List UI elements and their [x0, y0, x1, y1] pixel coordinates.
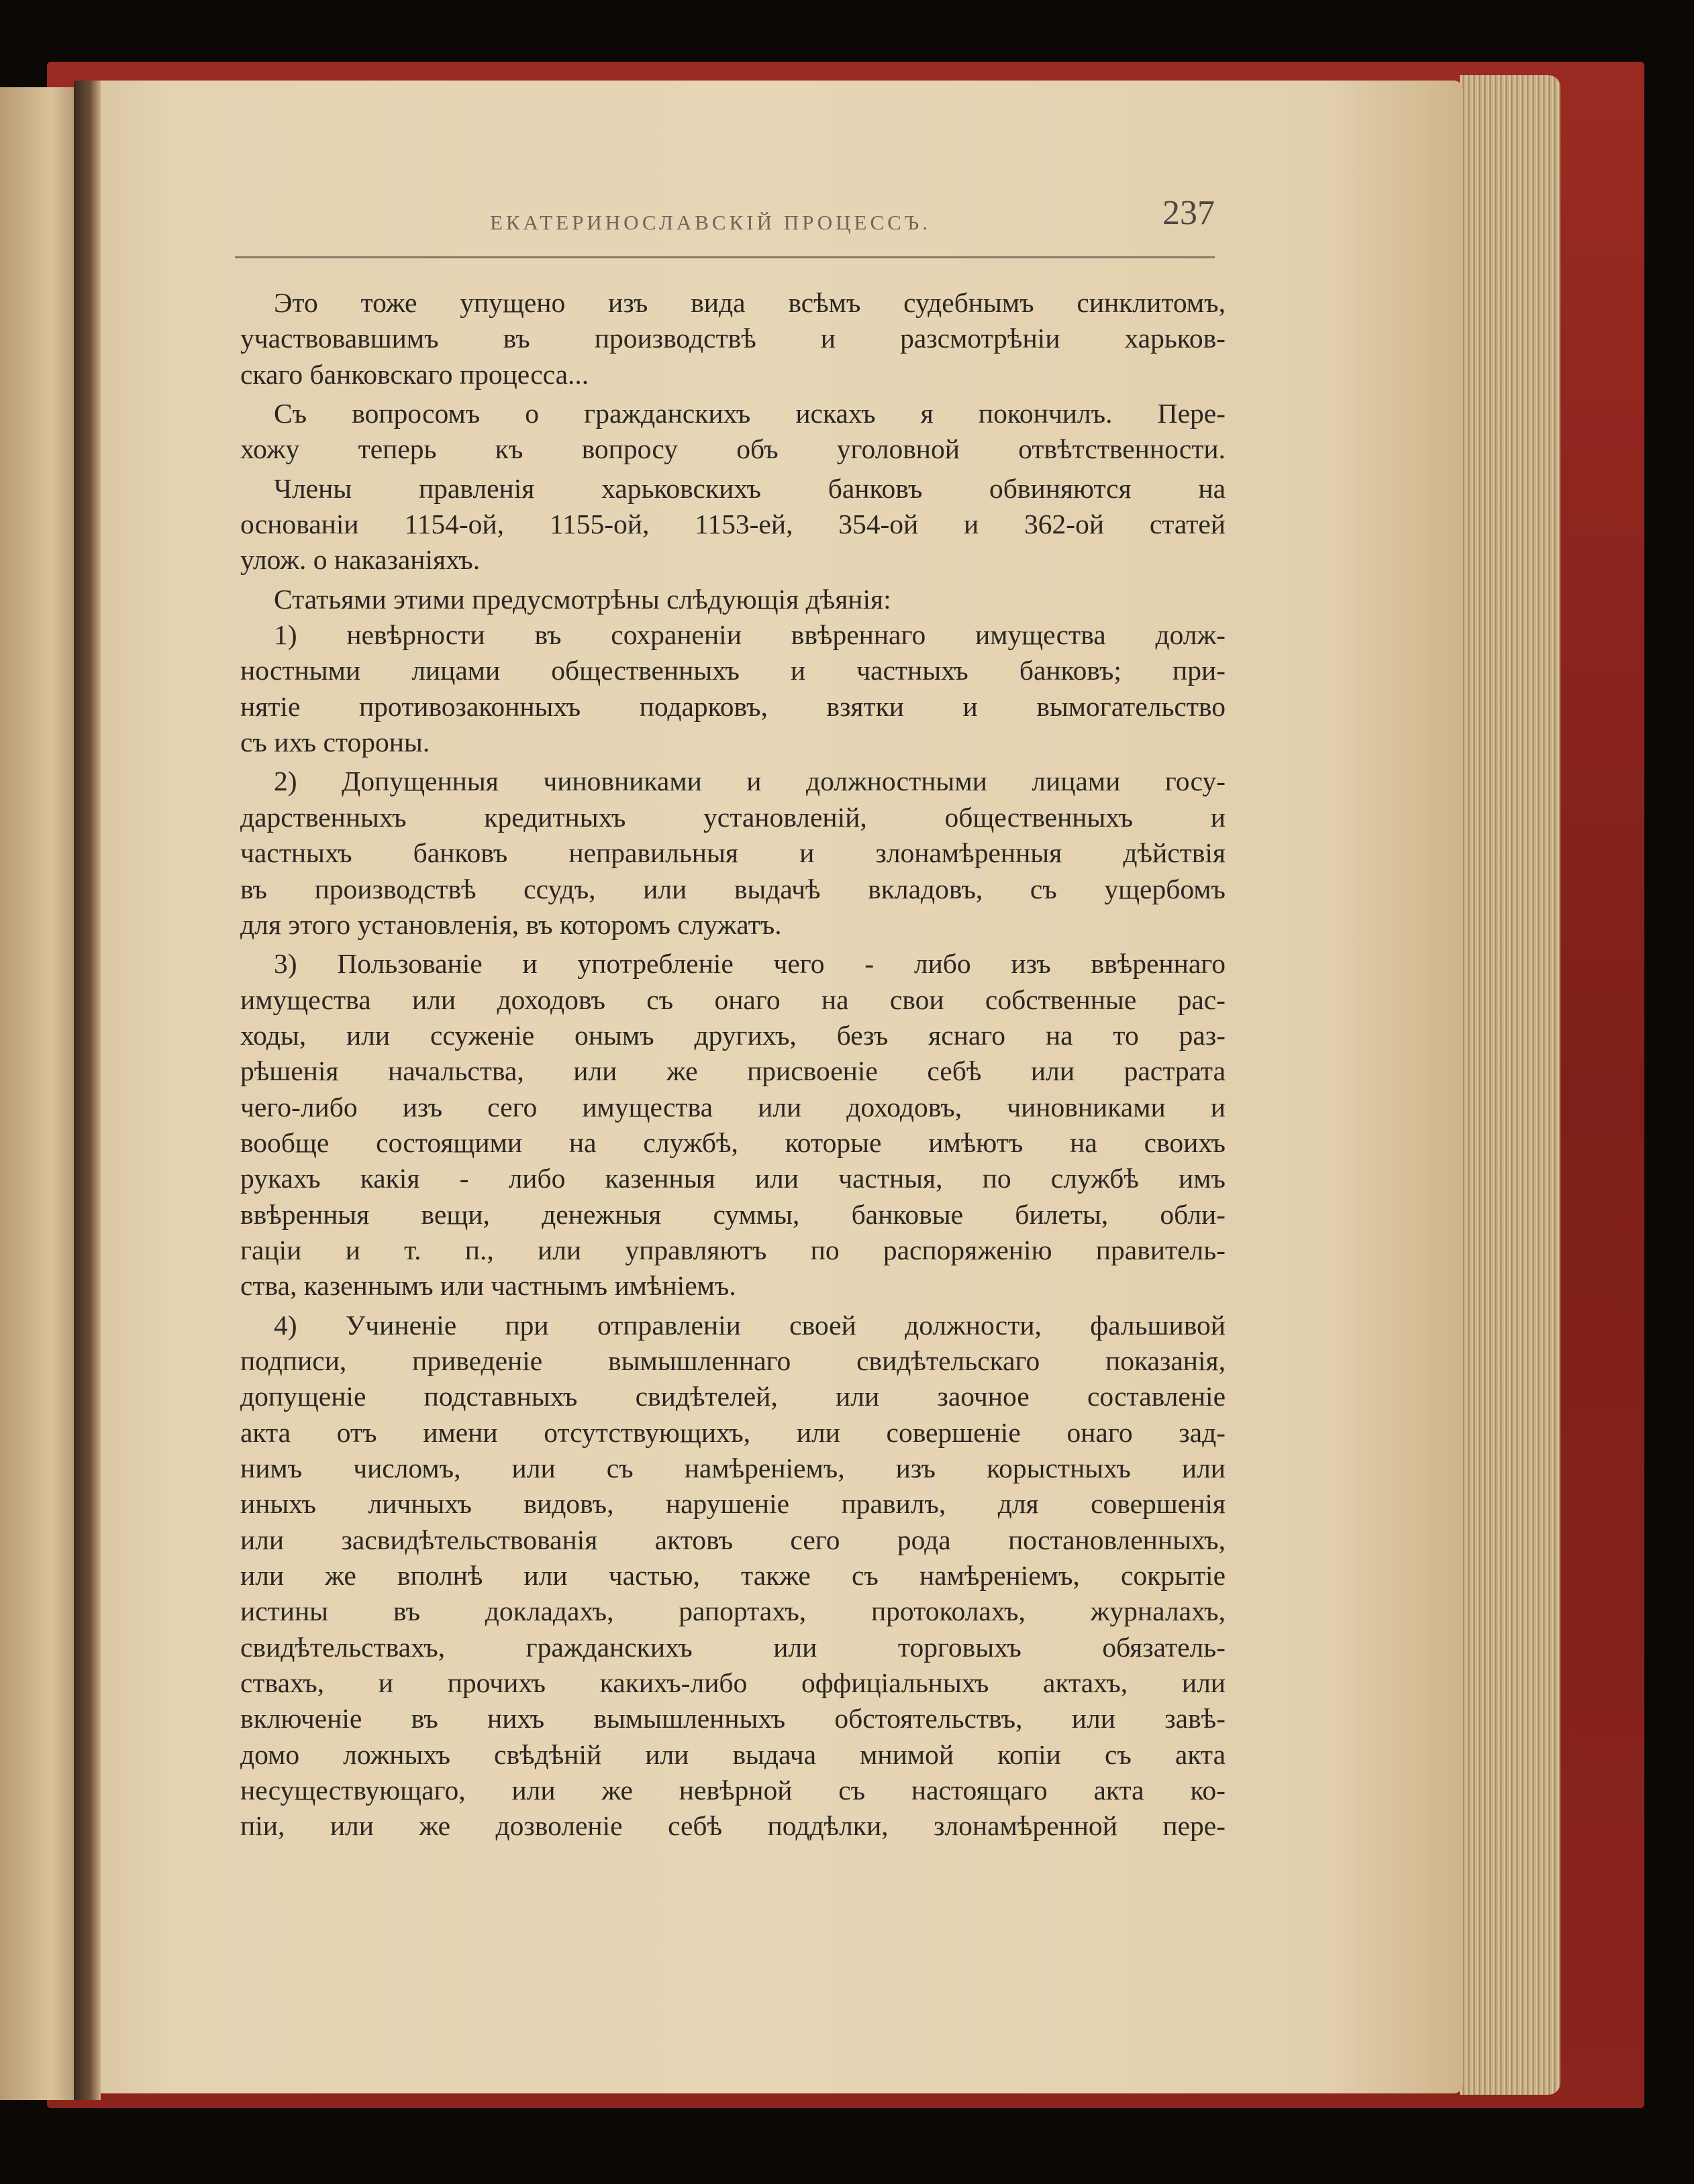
text-line: имущества или доходовъ съ онаго на свои собственные рас- — [240, 984, 1226, 1015]
text-line: Статьями этими предусмотрѣны слѣдующія дѣянія: — [274, 583, 891, 615]
text-line: иныхъ личныхъ видовъ, нарушеніе правилъ, для совершенія — [240, 1488, 1226, 1520]
text-line: 2) Допущенныя чиновниками и должностными лицами госу- — [274, 766, 1226, 797]
text-line: несуществующаго, или же невѣрной съ настоящаго акта ко- — [240, 1775, 1226, 1806]
text-line: 4) Учиненіе при отправленіи своей должности, фальшивой — [274, 1309, 1226, 1341]
text-line: ства, казеннымъ или частнымъ имѣніемъ. — [240, 1270, 736, 1302]
text-line: 1) невѣрности въ сохраненіи ввѣреннаго имущества долж- — [274, 619, 1226, 651]
text-line: домо ложныхъ свѣдѣній или выдача мнимой копіи съ акта — [240, 1738, 1226, 1770]
text-line: акта отъ имени отсутствующихъ, или совершеніе онаго зад- — [240, 1416, 1226, 1448]
text-line: или же вполнѣ или частью, также съ намѣреніемъ, сокрытіе — [240, 1560, 1226, 1592]
text-line: истины въ докладахъ, рапортахъ, протоколахъ, журналахъ, — [240, 1596, 1226, 1627]
text-line: съ ихъ стороны. — [240, 727, 430, 758]
text-line: вообще состоящими на службѣ, которые имѣютъ на своихъ — [240, 1127, 1226, 1158]
text-line: хожу теперь къ вопросу объ уголовной отвѣтственности. — [240, 433, 1226, 465]
text-line: въ производствѣ ссудъ, или выдачѣ вкладовъ, съ ущербомъ — [240, 873, 1226, 904]
text-line: участвовавшимъ въ производствѣ и разсмотрѣніи харьков- — [240, 323, 1226, 354]
text-line: дарственныхъ кредитныхъ установленій, общественныхъ и — [240, 801, 1226, 833]
text-line: рѣшенія начальства, или же присвоеніе себѣ или растрата — [240, 1055, 1226, 1087]
page-block-edges — [1460, 75, 1560, 2095]
text-line: Члены правленія харьковскихъ банковъ обвиняются на — [274, 472, 1226, 504]
text-line: 3) Пользованіе и употребленіе чего - либо изъ ввѣреннаго — [274, 948, 1226, 980]
text-line: подписи, приведеніе вымышленнаго свидѣтельскаго показанія, — [240, 1345, 1226, 1376]
running-title: ЕКАТЕРИНОСЛАВСКІЙ ПРОЦЕССЪ. — [490, 211, 932, 234]
text-line: гаціи и т. п., или управляютъ по распоряженію правитель- — [240, 1234, 1226, 1265]
body-text — [240, 285, 1226, 1844]
text-line: частныхъ банковъ неправильныя и злонамѣренныя дѣйствія — [240, 837, 1226, 869]
text-line: ствахъ, и прочихъ какихъ-либо оффиціальныхъ актахъ, или — [240, 1667, 1226, 1699]
page-header — [235, 196, 1215, 258]
text-line: Это тоже упущено изъ вида всѣмъ судебнымъ синклитомъ, — [274, 287, 1226, 318]
text-line: піи, или же дозволеніе себѣ поддѣлки, злонамѣренной пере- — [240, 1810, 1226, 1842]
text-line: свидѣтельствахъ, гражданскихъ или торговыхъ обязатель- — [240, 1631, 1226, 1663]
text-line: или засвидѣтельствованія актовъ сего рода постановленныхъ, — [240, 1524, 1226, 1555]
book-gutter — [74, 81, 101, 2100]
text-line: допущеніе подставныхъ свидѣтелей, или заочное составленіе — [240, 1381, 1226, 1412]
text-line: рукахъ какія - либо казенныя или частныя, по службѣ имъ — [240, 1163, 1226, 1194]
text-line: ходы, или ссуженіе онымъ другихъ, безъ яснаго на то раз- — [240, 1019, 1226, 1051]
text-line: скаго банковскаго процесса... — [240, 358, 589, 390]
text-line: для этого установленія, въ которомъ служатъ. — [240, 908, 782, 940]
text-line: нимъ числомъ, или съ намѣреніемъ, изъ корыстныхъ или — [240, 1453, 1226, 1484]
text-line: нятіе противозаконныхъ подарковъ, взятки и вымогательство — [240, 690, 1226, 722]
text-line: ностными лицами общественныхъ и частныхъ банковъ; при- — [240, 655, 1226, 686]
text-line: включеніе въ нихъ вымышленныхъ обстоятельствъ, или завѣ- — [240, 1703, 1226, 1734]
text-line: основаніи 1154-ой, 1155-ой, 1153-ей, 354-ой и 362-ой статей — [240, 509, 1226, 540]
text-line: чего-либо изъ сего имущества или доходовъ, чиновниками и — [240, 1091, 1226, 1123]
page-number: 237 — [1162, 194, 1215, 232]
text-line: улож. о наказаніяхъ. — [240, 544, 481, 576]
facing-page-edge — [0, 87, 86, 2100]
text-line: Съ вопросомъ о гражданскихъ искахъ я покончилъ. Пере- — [274, 398, 1226, 429]
text-line: ввѣренныя вещи, денежныя суммы, банковые билеты, обли- — [240, 1198, 1226, 1230]
